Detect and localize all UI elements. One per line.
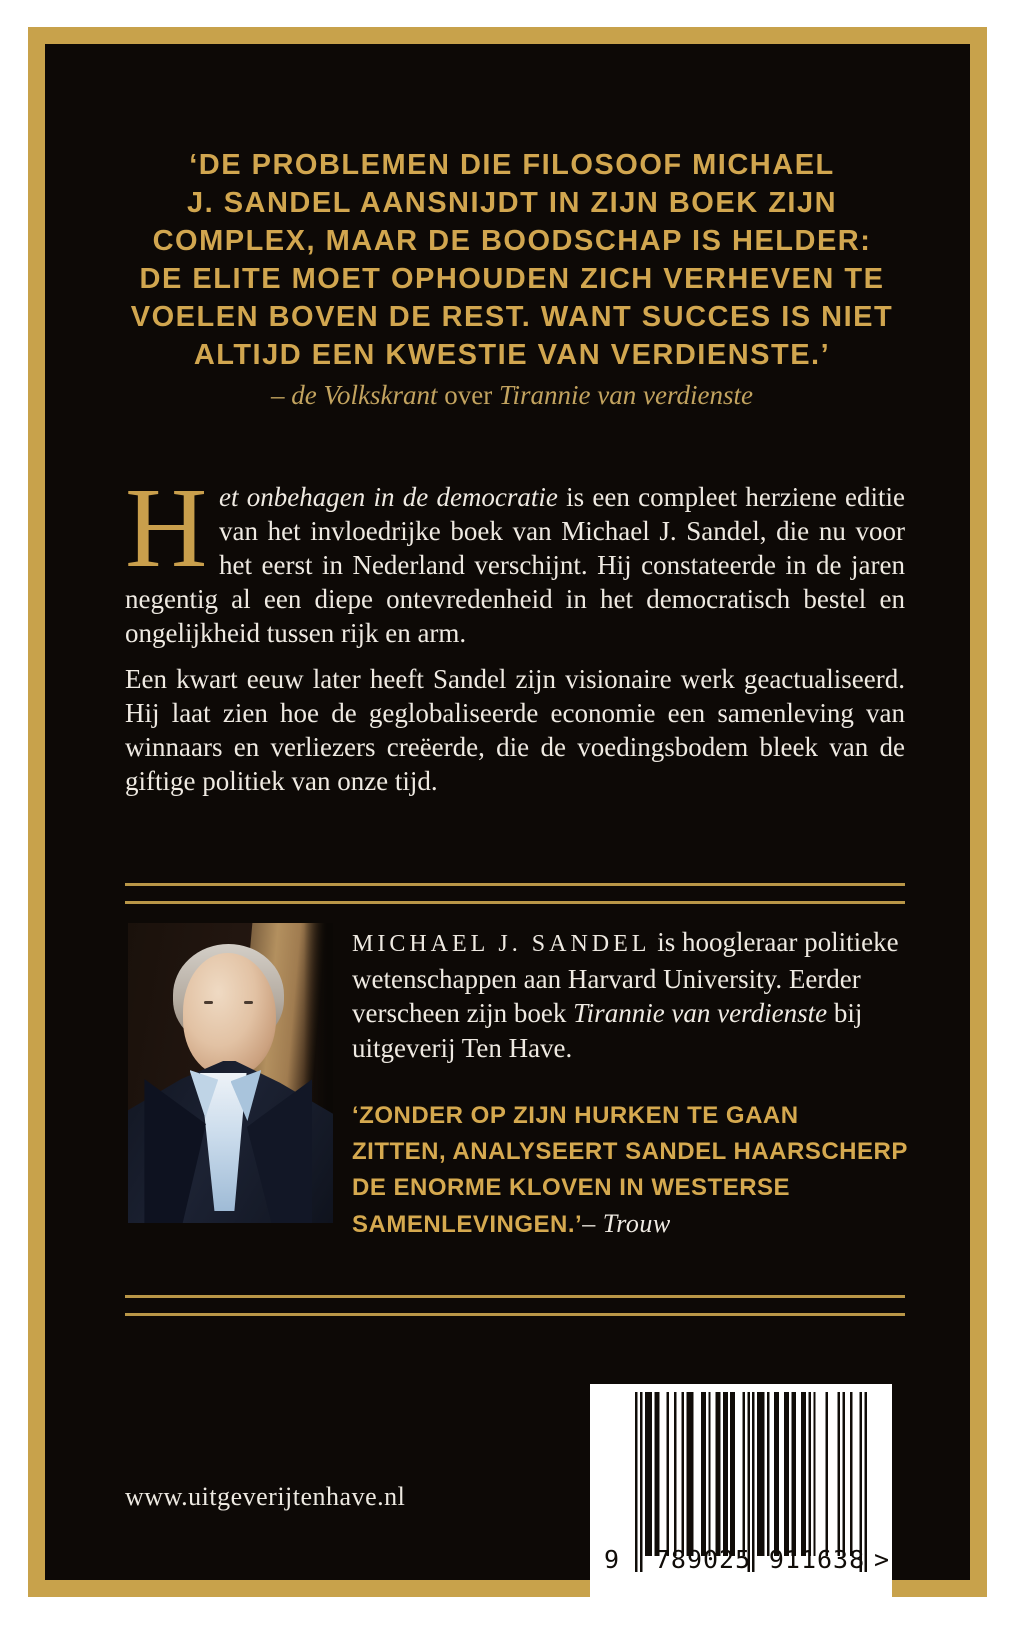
drop-cap: H [125,464,208,591]
quote-line: ZITTEN, ANALYSEERT SANDEL HAARSCHERP [352,1138,908,1165]
quote-line: ‘DE PROBLEMEN DIE FILOSOOF MICHAEL [189,149,835,181]
divider-line [125,883,905,886]
divider-top [125,883,905,904]
quote-line: J. SANDEL AANSNIJDT IN ZIJN BOEK ZIJN [186,187,838,219]
barcode [590,1384,892,1633]
quote-line-last [352,1206,912,1243]
quote-line: VOELEN BOVEN DE REST. WANT SUCCES IS NIET [130,301,894,333]
barcode-arrow: > [874,1545,890,1574]
press-quote-trouw [352,1098,912,1243]
paragraph-text: is een compleet herziene editie van het invloedrijke boek van Michael J. Sandel, die nu voor het eerst in Nederland verschijnt. Hij constateerde in de jaren negentig al een diepe ontevredenheid in het democratisch bestel en ongelijkheid tussen rijk en arm. [125,482,905,648]
quote-line: DE ENORME KLOVEN IN WESTERSE [352,1174,791,1201]
author-photo [128,923,333,1223]
volkskrant-attribution [112,380,912,410]
divider-line [125,1313,905,1316]
body-paragraph-2: Een kwart eeuw later heeft Sandel zijn visionaire werk geactualiseerd. Hij laat zien hoe de geglobaliseerde economie een samenleving van winnaars en verliezers creëerde, die de voedingsbodem bleek van de giftige politiek van onze tijd. [125,664,905,796]
bio-text: bij uitgeverij Ten Have. [352,998,863,1063]
bio-work-title: Tirannie van verdienste [573,998,828,1028]
author-eyes [202,1001,255,1004]
quote-line: COMPLEX, MAAR DE BOODSCHAP IS HELDER: [152,225,872,257]
body-paragraph-1 [125,464,905,650]
barcode-digit-lead: 9 [604,1545,620,1574]
attribution-connector: over [437,380,499,410]
quote-line: ALTIJD EEN KWESTIE VAN VERDIENSTE.’ [193,339,831,371]
divider-line [125,901,905,904]
author-bio [352,925,904,1065]
website-url: www.uitgeverijtenhave.nl [125,1482,406,1511]
barcode-digits-left: 789025 [654,1545,752,1574]
quote-line: ‘ZONDER OP ZIJN HURKEN TE GAAN [352,1102,799,1129]
attribution-dash: – [271,380,292,410]
quote-text: SAMENLEVINGEN.’ [352,1211,583,1238]
divider-line [125,1295,905,1298]
press-quote-volkskrant [110,146,914,374]
attribution-work: Tirannie van verdienste [499,380,753,410]
barcode-digits-right: 911638 [768,1545,866,1574]
attribution-source: de Volkskrant [291,380,438,410]
divider-bottom [125,1295,905,1316]
author-face [183,953,275,1076]
author-name: MICHAEL J. SANDEL [352,931,651,957]
bio-text: is hoogleraar politieke wetenschappen aan Harvard University. Eerder verscheen zijn boek [352,927,899,1028]
trouw-attribution: – Trouw [582,1209,671,1238]
quote-line: DE ELITE MOET OPHOUDEN ZICH VERHEVEN TE [139,263,885,295]
paragraph-italic-lead: et onbehagen in de democratie [219,482,558,512]
